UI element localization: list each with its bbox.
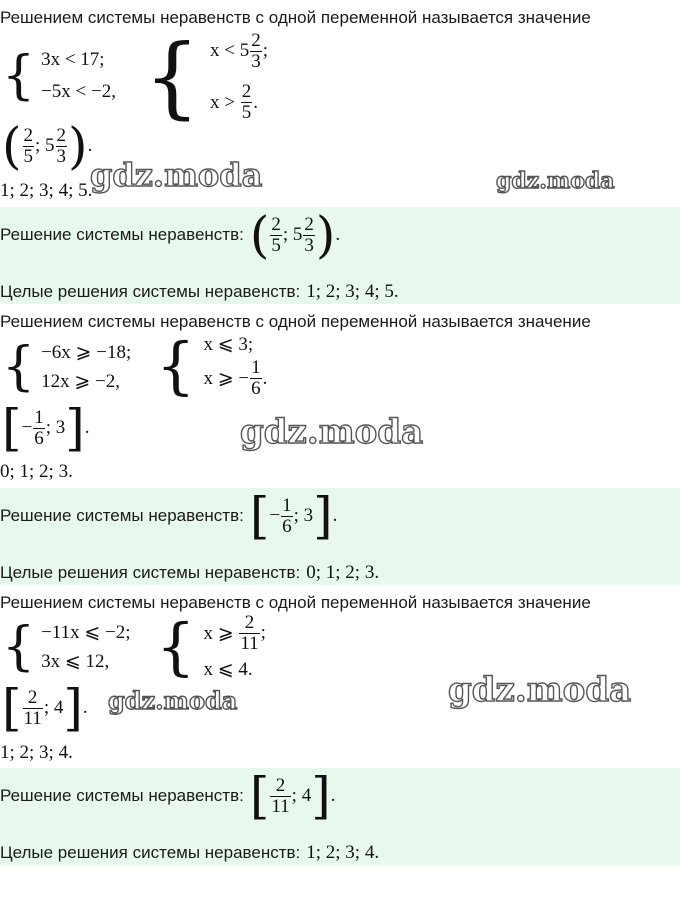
brace-icon: { <box>144 25 200 128</box>
integers-label: Целые решения системы неравенств: <box>0 282 301 301</box>
brace-icon: { <box>156 610 196 683</box>
solution-interval: ( $\frac{2}{5}$ ; 5 $\frac{2}{3}$ ) . <box>249 206 341 264</box>
solution-label: Решение системы неравенств: <box>0 506 244 525</box>
intro-text-3: Решением системы неравенств с одной переменной называется значение <box>0 593 591 612</box>
system-right-2: { x ⩽ 3; x ⩾ − $\frac{1}{6}$ . <box>156 329 268 402</box>
ineq: x < 5 <box>210 40 250 62</box>
system-left-3: { −11x ⩽ −2; 3x ⩽ 12, <box>2 617 131 677</box>
interval-2: [ − $\frac{1}{6}$ ; 3 ] . <box>2 399 90 457</box>
watermark: gdz.moda <box>240 412 424 452</box>
watermark: gdz.moda <box>496 168 615 194</box>
system-right-1: { x < 5 $\frac{2}{3}$ ; x > $\frac{2}{5}$ . <box>144 25 268 128</box>
integers-1: 1; 2; 3; 4; 5. <box>0 180 93 201</box>
system-left-2: { −6x ⩾ −18; 12x ⩾ −2, <box>2 337 132 397</box>
system-left-1 <box>2 46 116 106</box>
brace-icon: { <box>2 46 36 106</box>
integers-answer: 1; 2; 3; 4. <box>306 842 380 863</box>
brace-icon: { <box>156 329 196 402</box>
watermark: gdz.moda <box>90 156 263 194</box>
answer-band-1 <box>0 207 680 304</box>
integers-3: 1; 2; 3; 4. <box>0 742 73 763</box>
answer-band-3 <box>0 768 680 865</box>
brace-icon: { <box>2 617 36 677</box>
fraction: $\frac{2}{3}$ <box>251 30 261 72</box>
interval-1: ( $\frac{2}{5}$ ; 5 $\frac{2}{3}$ ) . <box>2 117 93 175</box>
system-right-3: { x ⩾ $\frac{2}{11}$ ; x ⩽ 4. <box>156 610 266 683</box>
intro-text-1: Решением системы неравенств с одной переменной называется значение <box>0 8 591 27</box>
solution-label: Решение системы неравенств: <box>0 225 244 244</box>
brace-icon: { <box>2 337 36 397</box>
interval-3: [ $\frac{2}{11}$ ; 4 ] . <box>2 679 88 737</box>
ineq: 3x < 17; <box>41 49 105 70</box>
integers-label: Целые решения системы неравенств: <box>0 843 301 862</box>
integers-label: Целые решения системы неравенств: <box>0 563 301 582</box>
solution-interval: [ $\frac{2}{11}$ ; 4 ] . <box>249 767 336 825</box>
solution-interval: [ − $\frac{1}{6}$ ; 3 ] . <box>249 487 338 545</box>
integers-answer: 0; 1; 2; 3. <box>306 562 380 583</box>
solution-label: Решение системы неравенств: <box>0 786 244 805</box>
intro-text-2: Решением системы неравенств с одной переменной называется значение <box>0 312 591 331</box>
answer-band-2 <box>0 488 680 585</box>
fraction: $\frac{2}{5}$ <box>241 81 252 124</box>
integers-2: 0; 1; 2; 3. <box>0 461 73 482</box>
watermark: gdz.moda <box>108 686 238 715</box>
ineq: −5x < −2, <box>41 81 116 102</box>
watermark: gdz.moda <box>448 670 632 710</box>
integers-answer: 1; 2; 3; 4; 5. <box>306 281 399 302</box>
ineq: x > <box>210 91 235 113</box>
